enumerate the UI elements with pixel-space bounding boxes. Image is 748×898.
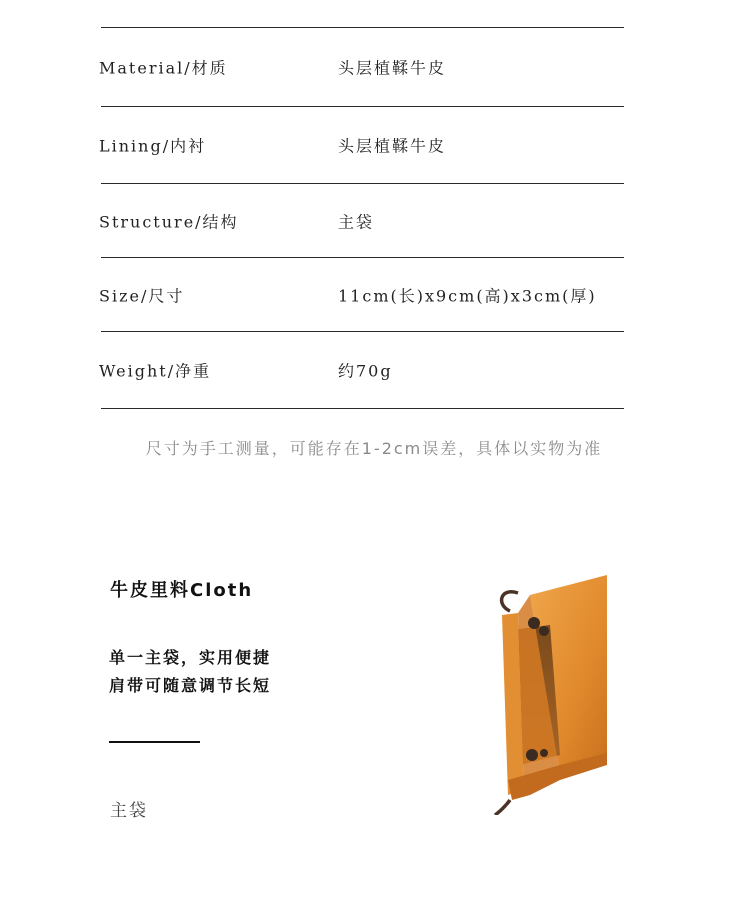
sub-label: 主袋 xyxy=(110,801,148,821)
spec-value: 头层植鞣牛皮 xyxy=(338,58,447,78)
spec-row-weight xyxy=(101,331,624,409)
description-line-1: 单一主袋，实用便捷 xyxy=(109,648,272,667)
spec-row-lining xyxy=(101,106,624,183)
spec-table xyxy=(101,27,624,409)
divider-rule xyxy=(109,741,200,743)
measurement-note: 尺寸为手工测量，可能存在1-2cm误差，具体以实物为准 xyxy=(145,439,603,458)
spec-row-size xyxy=(101,257,624,331)
bag-interior-photo xyxy=(490,575,610,815)
spec-value: 头层植鞣牛皮 xyxy=(338,136,447,156)
spec-value: 11cm(长)x9cm(高)x3cm(厚) xyxy=(338,286,597,305)
spec-value: 约70g xyxy=(338,361,393,381)
section-title: 牛皮里料Cloth xyxy=(110,580,254,601)
description-line-2: 肩带可随意调节长短 xyxy=(109,676,272,695)
spec-label: Weight/净重 xyxy=(99,361,212,381)
spec-label: Structure/结构 xyxy=(99,212,239,231)
spec-label: Size/尺寸 xyxy=(99,286,185,305)
spec-label: Lining/内衬 xyxy=(99,136,207,156)
spec-row-structure xyxy=(101,183,624,257)
spec-label: Material/材质 xyxy=(99,58,228,78)
spec-value: 主袋 xyxy=(338,212,375,231)
spec-row-material xyxy=(101,27,624,106)
